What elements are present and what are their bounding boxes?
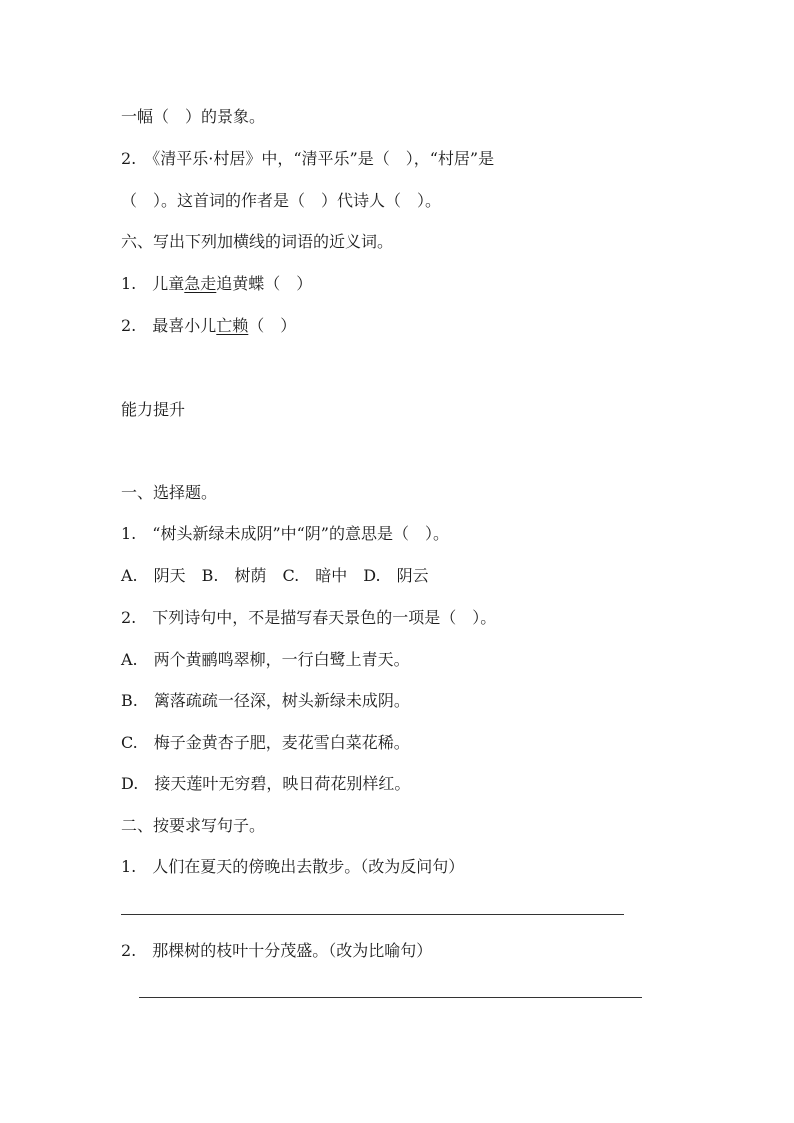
synonym-q2-prefix: 2. 最喜小儿 bbox=[121, 316, 217, 335]
sentence-question-1: 1. 人们在夏天的傍晚出去散步。（改为反问句） bbox=[121, 857, 465, 876]
choice-q2-option-b: B. 篱落疏疏一径深，树头新绿未成阴。 bbox=[121, 691, 410, 710]
synonym-question-1 bbox=[121, 274, 312, 294]
synonym-q1-suffix: 追黄蝶（ ） bbox=[216, 274, 313, 293]
answer-line-2[interactable] bbox=[139, 997, 642, 998]
section-six-heading: 六、写出下列加横线的词语的近义词。 bbox=[121, 232, 394, 251]
choice-q2-option-c: C. 梅子金黄杏子肥，麦花雪白菜花稀。 bbox=[121, 733, 410, 752]
synonym-q1-prefix: 1. 儿童 bbox=[121, 274, 185, 293]
ability-section-title: 能力提升 bbox=[121, 400, 186, 419]
synonym-q2-underlined-word: 亡赖 bbox=[216, 316, 249, 335]
choice-section-heading: 一、选择题。 bbox=[121, 483, 218, 502]
sentence-section-heading: 二、按要求写句子。 bbox=[121, 816, 266, 835]
question-qingpingle-line-2: （ ）。这首词的作者是（ ）代诗人（ ）。 bbox=[121, 191, 442, 210]
choice-question-1: 1. “树头新绿未成阴”中“阴”的意思是（ ）。 bbox=[121, 524, 449, 543]
synonym-question-2 bbox=[121, 316, 296, 336]
choice-question-2: 2. 下列诗句中，不是描写春天景色的一项是（ ）。 bbox=[121, 608, 497, 627]
choice-question-1-options: A. 阴天 B. 树荫 C. 暗中 D. 阴云 bbox=[121, 566, 429, 585]
answer-line-1[interactable] bbox=[121, 914, 624, 915]
sentence-question-2: 2. 那棵树的枝叶十分茂盛。（改为比喻句） bbox=[121, 941, 433, 960]
fill-blank-line-scene: 一幅（ ）的景象。 bbox=[121, 107, 266, 126]
synonym-q1-underlined-word: 急走 bbox=[184, 274, 217, 293]
synonym-q2-suffix: （ ） bbox=[248, 316, 297, 335]
choice-q2-option-d: D. 接天莲叶无穷碧，映日荷花别样红。 bbox=[121, 774, 411, 793]
choice-q2-option-a: A. 两个黄鹂鸣翠柳，一行白鹭上青天。 bbox=[121, 650, 410, 669]
question-qingpingle-line-1: 2. 《清平乐·村居》中，“清平乐”是（ ），“村居”是 bbox=[121, 149, 495, 168]
